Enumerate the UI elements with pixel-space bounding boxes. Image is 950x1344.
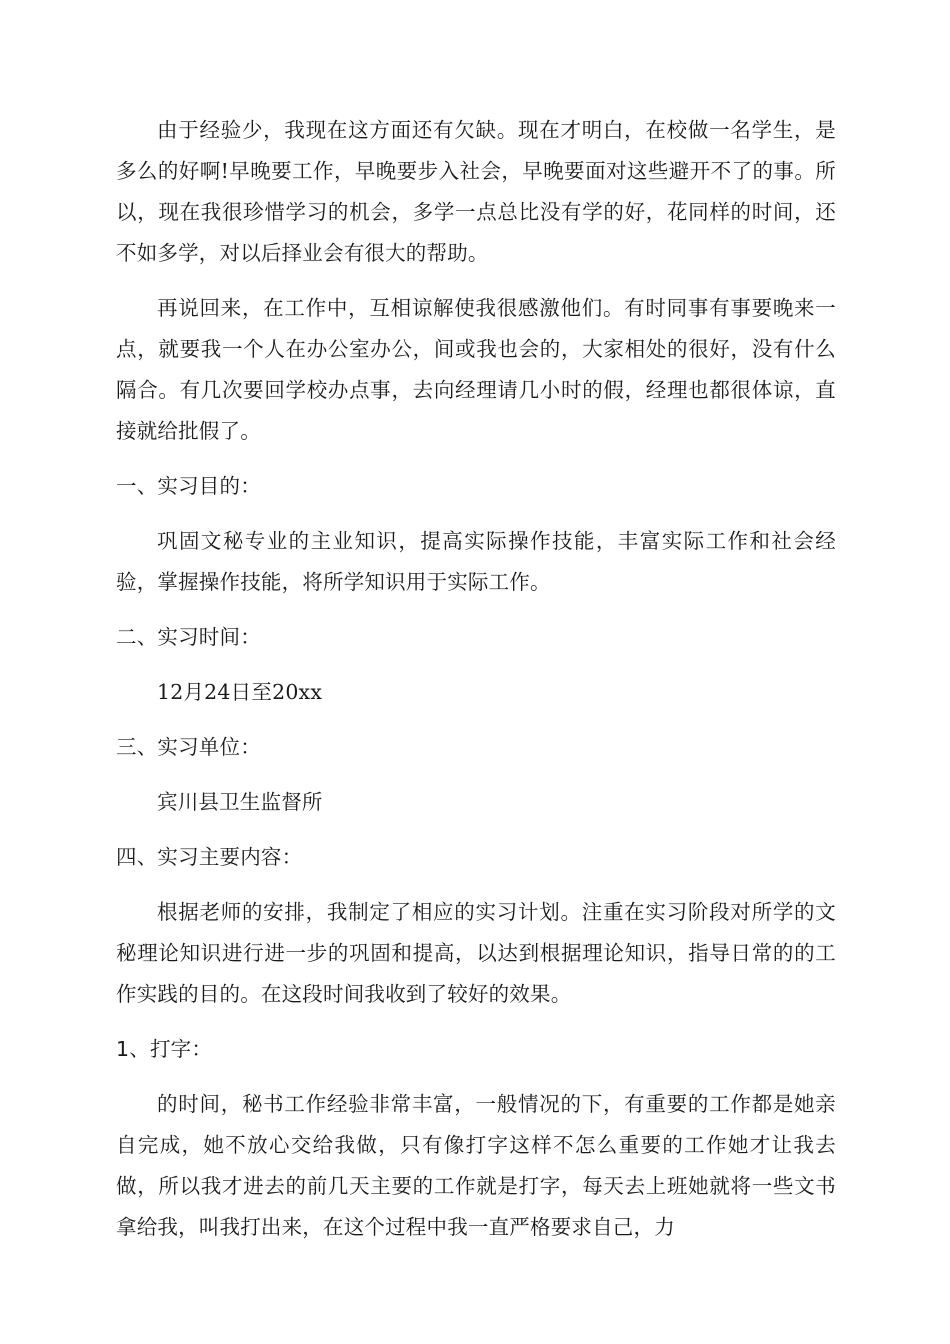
- paragraph-experience: 由于经验少，我现在这方面还有欠缺。现在才明白，在校做一名学生，是多么的好啊!早晚要工作，早晚要步入社会，早晚要面对这些避开不了的事。所以，现在我很珍惜学习的机会，多学一点总比没有学的好，花同样的时间，还不如多学，对以后择业会有很大的帮助。: [116, 118, 836, 265]
- heading-typing-number: 1: [116, 1037, 130, 1061]
- paragraph-purpose: 巩固文秘专业的主业知识，提高实际操作技能，丰富实际工作和社会经验，掌握操作技能，将所学知识用于实际工作。: [116, 529, 836, 594]
- paragraph-colleagues: 再说回来，在工作中，互相谅解使我很感激他们。有时同事有事要晚来一点，就要我一个人在办公室办公，间或我也会的，大家相处的很好，没有什么隔合。有几次要回学校办点事，去向经理请几小时的假，经理也都很体谅，直接就给批假了。: [116, 296, 836, 443]
- heading-time: 二、实习时间：: [116, 625, 261, 649]
- heading-unit: 三、实习单位：: [116, 735, 261, 759]
- paragraph-typing: 的时间，秘书工作经验非常丰富，一般情况的下，有重要的工作都是她亲自完成，她不放心交给我做，只有像打字这样不怎么重要的工作她才让我去做，所以我才进去的前几天主要的工作就是打字，每天去上班她就将一些文书拿给我，叫我打出来，在这个过程中我一直严格要求自己，力: [116, 1092, 836, 1239]
- paragraph-time: 12月24日至20xx: [157, 680, 323, 704]
- heading-purpose: 一、实习目的：: [116, 474, 261, 498]
- paragraph-content: 根据老师的安排，我制定了相应的实习计划。注重在实习阶段对所学的文秘理论知识进行进一步的巩固和提高，以达到根据理论知识，指导日常的的工作实践的目的。在这段时间我收到了较好的效果。: [116, 900, 836, 1006]
- paragraph-unit: 宾川县卫生监督所: [157, 790, 323, 814]
- heading-content: 四、实习主要内容：: [116, 845, 303, 869]
- document-page: [116, 110, 836, 1248]
- heading-typing: [116, 1029, 836, 1070]
- heading-typing-label: 、打字：: [129, 1037, 213, 1061]
